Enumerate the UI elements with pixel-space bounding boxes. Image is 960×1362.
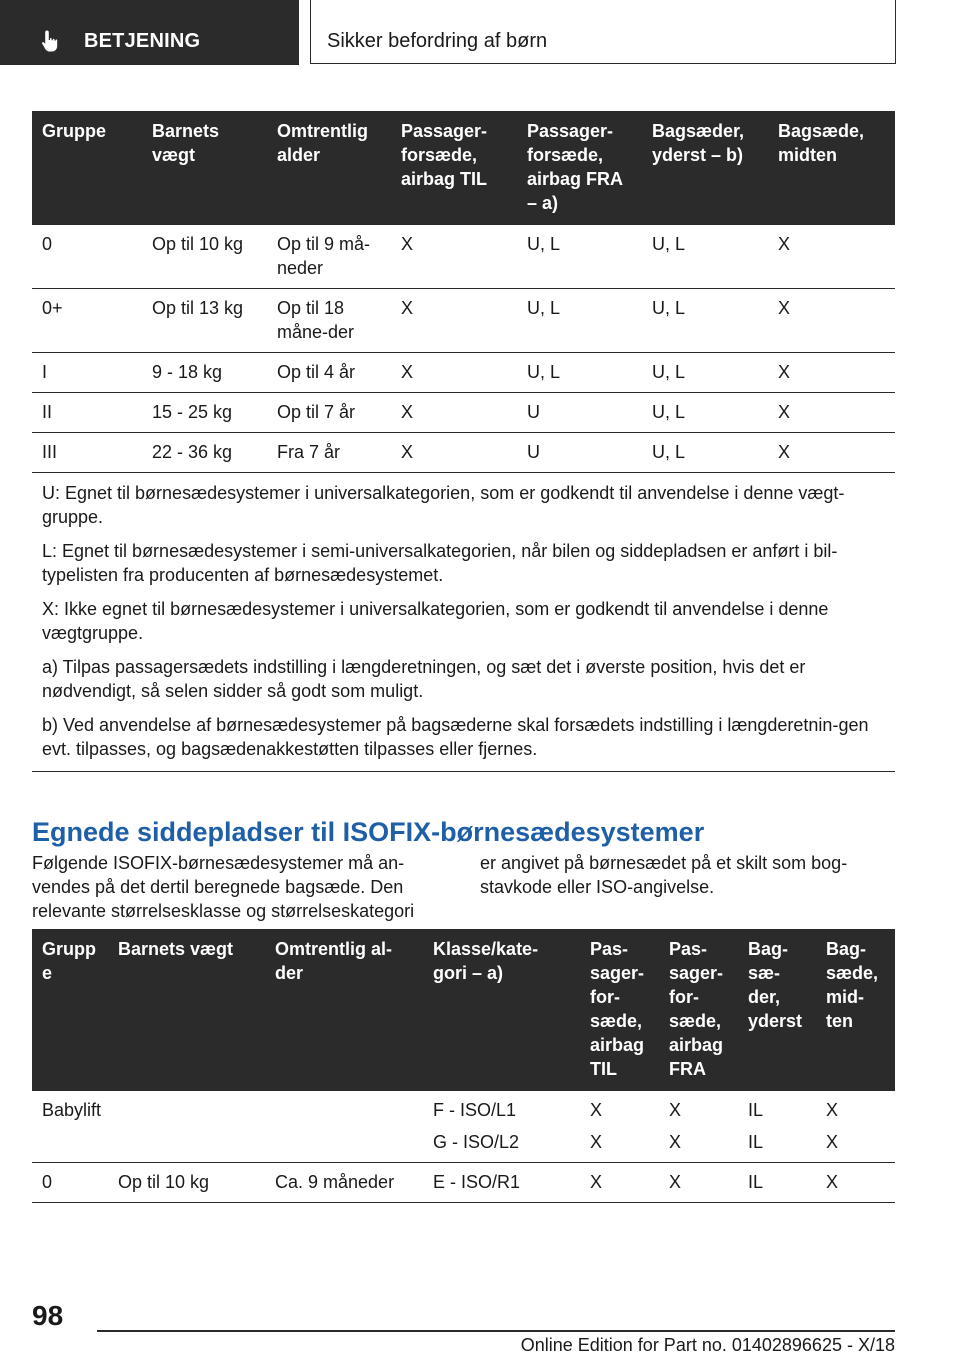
note-a: a) Tilpas passagersædets indstilling i længderetningen, og sæt det i øverste position, hvis det er nødvendigt, så selen sidder så godt som muligt. — [42, 657, 806, 701]
table-row — [32, 289, 895, 353]
column-header: Bag-sæde, mid-ten — [816, 929, 895, 1091]
page-title-box — [310, 0, 896, 64]
table-cell: 0+ — [32, 289, 142, 353]
column-header: Barnets vægt — [108, 929, 265, 1091]
table-row — [32, 1163, 895, 1203]
table-row — [32, 353, 895, 393]
table-cell: 0 — [32, 1163, 108, 1203]
body-text-right: er angivet på børnesædet på et skilt som bog-stavkode eller ISO-angivelse. — [480, 853, 848, 897]
cell-line: IL — [748, 1100, 764, 1120]
table-cell: U, L — [642, 393, 768, 433]
table-cell: U, L — [642, 225, 768, 289]
cell-line: IL — [748, 1132, 764, 1152]
table-cell: 15 - 25 kg — [142, 393, 267, 433]
table-cell — [108, 1091, 265, 1163]
table-cell — [580, 1091, 659, 1163]
table-cell: U, L — [517, 289, 642, 353]
page-number: 98 — [32, 1300, 64, 1331]
table-cell: Op til 4 år — [267, 353, 391, 393]
table-notes-row — [32, 473, 895, 772]
table-cell: X — [768, 289, 895, 353]
table-cell: 0 — [32, 225, 142, 289]
table-cell: U, L — [517, 225, 642, 289]
note-x: X: Ikke egnet til børnesædesystemer i universalkategorien, som er godkendt til anvendelse i denne vægtgruppe. — [42, 599, 829, 643]
column-header: Bagsæder, yderst – b) — [642, 111, 768, 225]
table-cell: Op til 18 måne-der — [267, 289, 391, 353]
table-cell: X — [768, 225, 895, 289]
table-cell: U, L — [642, 433, 768, 473]
table-header-row — [32, 929, 895, 1091]
table-cell: Op til 13 kg — [142, 289, 267, 353]
table-row — [32, 393, 895, 433]
page-title: Sikker befordring af børn — [327, 30, 548, 52]
section-label: BETJENING — [84, 30, 201, 52]
isofix-table — [32, 929, 895, 1203]
table-notes — [32, 473, 895, 772]
table-cell: X — [391, 353, 517, 393]
cell-line: X — [826, 1100, 839, 1120]
column-header: Pas-sager-for-sæde, airbag TIL — [580, 929, 659, 1091]
table-cell: U — [517, 433, 642, 473]
table-cell: X — [768, 393, 895, 433]
section-heading: Egnede siddepladser til ISOFIX-børnesædesystemer — [32, 817, 705, 847]
cell-line: F - ISO/L1 — [433, 1100, 517, 1120]
table-cell: Op til 10 kg — [142, 225, 267, 289]
table-cell: Op til 7 år — [267, 393, 391, 433]
cell-line: X — [669, 1132, 682, 1152]
edition-note: Online Edition for Part no. 01402896625 - X/18 — [520, 1335, 895, 1355]
table-cell: 22 - 36 kg — [142, 433, 267, 473]
column-header: Pas-sager-for-sæde, airbag FRA — [659, 929, 738, 1091]
cell-line: X — [590, 1100, 603, 1120]
table-cell: U, L — [517, 353, 642, 393]
table-cell: X — [580, 1163, 659, 1203]
table-row — [32, 225, 895, 289]
column-header: Omtrentlig alder — [267, 111, 391, 225]
table-cell: Fra 7 år — [267, 433, 391, 473]
column-header: Bagsæde, midten — [768, 111, 895, 225]
table-row — [32, 1091, 895, 1163]
cell-line: G - ISO/L2 — [433, 1132, 520, 1152]
table-cell: Op til 10 kg — [108, 1163, 265, 1203]
table-cell: X — [391, 433, 517, 473]
note-u: U: Egnet til børnesædesystemer i universalkategorien, som er godkendt til anvendelse i denne vægt-gruppe. — [42, 483, 845, 527]
table-cell: X — [391, 289, 517, 353]
note-l: L: Egnet til børnesædesystemer i semi-universalkategorien, når bilen og siddepladsen er anført i bil-typelisten fra producenten af børnesædesystemet. — [42, 541, 838, 585]
column-header: Barnets vægt — [142, 111, 267, 225]
table-cell — [659, 1091, 738, 1163]
table-cell: X — [768, 353, 895, 393]
table-cell: U, L — [642, 289, 768, 353]
seating-suitability-table — [32, 111, 895, 772]
table-cell: Op til 9 må-neder — [267, 225, 391, 289]
table-cell: X — [391, 225, 517, 289]
table-cell: I — [32, 353, 142, 393]
table-cell: U — [517, 393, 642, 433]
table-cell: III — [32, 433, 142, 473]
table-cell — [816, 1091, 895, 1163]
table-row — [32, 433, 895, 473]
table-cell: X — [816, 1163, 895, 1203]
table-cell: X — [391, 393, 517, 433]
column-header: Bag-sæ-der, yderst — [738, 929, 816, 1091]
table-header-row — [32, 111, 895, 225]
cell-line: X — [669, 1100, 682, 1120]
table-cell — [738, 1091, 816, 1163]
column-header: Klasse/kate-gori – a) — [423, 929, 580, 1091]
table-cell: U, L — [642, 353, 768, 393]
footer-divider — [97, 1330, 895, 1332]
column-header: Grupp e — [32, 929, 108, 1091]
table-cell: Babylift — [32, 1091, 108, 1163]
column-header: Passager-forsæde, airbag FRA – a) — [517, 111, 642, 225]
column-header: Passager-forsæde, airbag TIL — [391, 111, 517, 225]
cell-line: X — [826, 1132, 839, 1152]
cell-line: X — [590, 1132, 603, 1152]
table-cell: E - ISO/R1 — [423, 1163, 580, 1203]
table-cell: 9 - 18 kg — [142, 353, 267, 393]
table-cell — [423, 1091, 580, 1163]
table-cell: X — [768, 433, 895, 473]
table-cell: Ca. 9 måneder — [265, 1163, 423, 1203]
table-cell — [265, 1091, 423, 1163]
section-tab — [0, 0, 299, 65]
table-cell: IL — [738, 1163, 816, 1203]
note-b: b) Ved anvendelse af børnesædesystemer på bagsæderne skal forsædets indstilling i længderetnin-gen evt. tilpasses, og bagsædenakkestøtten tilpasses eller fjernes. — [42, 715, 869, 759]
hand-pointer-icon — [40, 29, 62, 53]
table-cell: II — [32, 393, 142, 433]
table-cell: X — [659, 1163, 738, 1203]
column-header: Gruppe — [32, 111, 142, 225]
body-text-left: Følgende ISOFIX-børnesædesystemer må an-vendes på det dertil beregnede bagsæde. Den relevante størrelsesklasse og størrelseskategori — [32, 853, 415, 921]
column-header: Omtrentlig al-der — [265, 929, 423, 1091]
